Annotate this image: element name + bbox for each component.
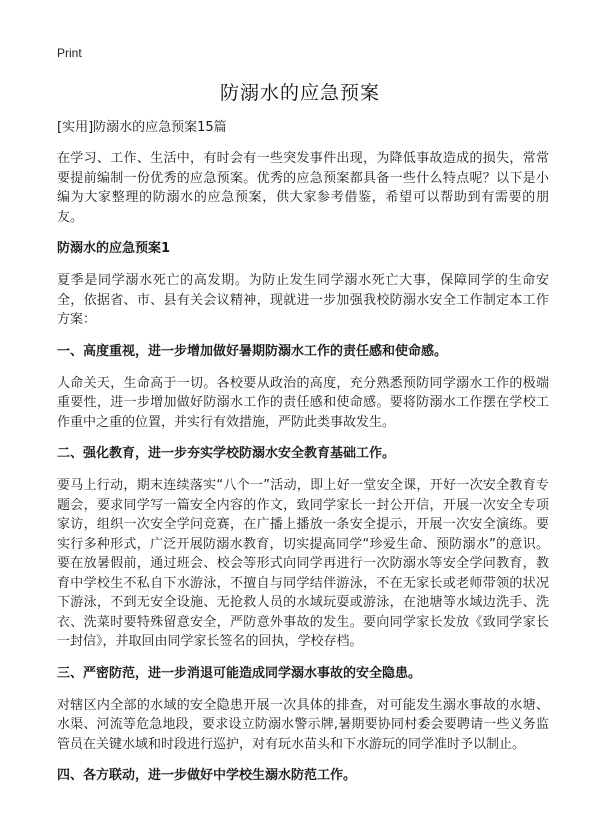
intro-paragraph: 在学习、工作、生活中，有时会有一些突发事件出现，为降低事故造成的损失，常常要提前编制一份优秀的应急预案。优秀的应急预案都具备一些什么特点呢？以下是小编为大家整理的防溺水的应急预案，供大家参考借鉴，希望可以帮助到有需要的朋友。 [57,151,549,225]
item-body-3: 对辖区内全部的水域的安全隐患开展一次具体的排查，对可能发生溺水事故的水塘、水渠、河流等危急地段，要求设立防溺水警示牌,暑期要协同村委会要聘请一些义务监管员在关键水域和时段进行巡护，对有玩水苗头和下水游玩的同学准时予以制止。 [57,697,549,752]
item-heading-1: 一、高度重视，进一步增加做好暑期防溺水工作的责任感和使命感。 [57,343,448,359]
section-intro-paragraph: 夏季是同学溺水死亡的高发期。为防止发生同学溺水死亡大事，保障同学的生命安全，依据省、市、县有关会议精神，现就进一步加强我校防溺水安全工作制定本工作方案： [57,273,549,327]
item-body-2: 要马上行动，期末连续落实“八个一”活动，即上好一堂安全课，开好一次安全教育专题会，要求同学写一篇安全内容的作文，致同学家长一封公开信，开展一次安全专项家访，组织一次安全学问竞赛，在广播上播放一条安全提示，开展一次安全演练。要实行多种形式，广泛开展防溺水教育，切实提高同学“珍爱生命、预防溺水”的意识。要在放暑假前，通过班会、校会等形式向同学再进行一次防溺水等安全学问教育，教育中学校生不私自下水游泳，不擅自与同学结伴游泳，不在无家长或老师带领的状况下游泳，不到无安全设施、无抢救人员的水域玩耍或游泳，在池塘等水域边洗手、洗衣、洗菜时要特殊留意安全，严防意外事故的发生。要向同学家长发放《致同学家长一封信》，并取回由同学家长签名的回执，学校存档。 [57,478,549,649]
print-label[interactable]: Print [57,46,82,60]
document-body [57,118,549,798]
item-heading-3: 三、严密防范，进一步消退可能造成同学溺水事故的安全隐患。 [57,665,422,681]
item-heading-4: 四、各方联动，进一步做好中学校生溺水防范工作。 [57,768,357,783]
section-heading: 防溺水的应急预案1 [57,241,171,256]
page-title: 防溺水的应急预案 [219,82,380,104]
document-subtitle: [实用]防溺水的应急预案15篇 [57,120,227,135]
item-heading-2: 二、强化教育，进一步夯实学校防溺水安全教育基础工作。 [57,446,396,461]
item-body-1: 人命关天，生命高于一切。各校要从政治的高度，充分熟悉预防同学溺水工作的极端重要性，进一步增加做好防溺水工作的责任感和使命感。要将防溺水工作摆在学校工作重中之重的位置，并实行有效措施，严防此类事故发生。 [57,375,549,430]
